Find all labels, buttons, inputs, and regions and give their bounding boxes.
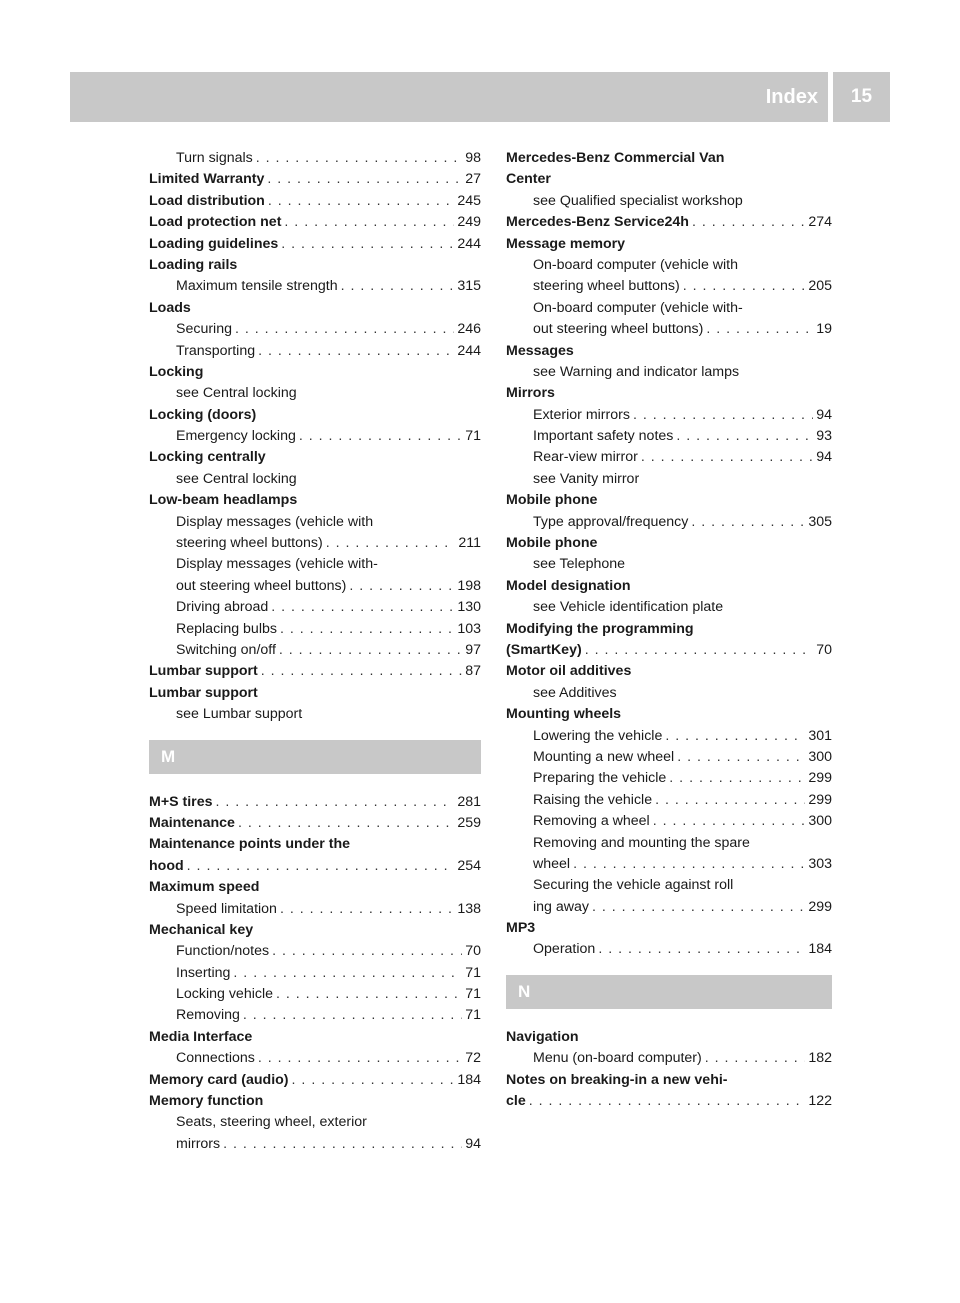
entry-text: Model designation	[506, 577, 631, 594]
entry-text: see Lumbar support	[176, 706, 303, 723]
index-subentry	[149, 148, 481, 169]
index-subentry	[149, 963, 481, 984]
page-number-box	[833, 72, 890, 122]
entry-text: Function/notes	[176, 943, 270, 960]
index-subentry	[506, 319, 832, 340]
entry-text: Mirrors	[506, 385, 555, 402]
index-subentry	[149, 512, 481, 533]
leader-dots	[653, 811, 806, 832]
entry-text: Connections	[176, 1050, 255, 1067]
page-reference: 70	[465, 943, 481, 960]
entry-text: (SmartKey)	[506, 641, 582, 658]
leader-dots	[573, 854, 805, 875]
index-entry	[149, 856, 481, 877]
entry-text: Loads	[149, 299, 191, 316]
index-subentry	[149, 899, 481, 920]
page-reference: 184	[457, 1071, 481, 1088]
page-reference: 198	[457, 577, 481, 594]
entry-text: Securing	[176, 321, 232, 338]
entry-text: Transporting	[176, 342, 256, 359]
leader-dots	[705, 1048, 806, 1069]
entry-text: ing away	[533, 898, 589, 915]
page-reference: 19	[816, 321, 832, 338]
page-reference: 94	[465, 1135, 481, 1152]
page-reference: 300	[808, 813, 832, 830]
page-reference: 94	[816, 406, 832, 423]
index-entry	[506, 619, 832, 640]
index-subentry	[149, 984, 481, 1005]
index-subentry	[506, 683, 832, 704]
page-reference: 299	[808, 791, 832, 808]
entry-text: Lowering the vehicle	[533, 727, 663, 744]
index-subentry	[149, 426, 481, 447]
leader-dots	[633, 405, 813, 426]
index-subentry	[506, 298, 832, 319]
entry-text: Load protection net	[149, 214, 282, 231]
leader-dots	[598, 939, 805, 960]
index-entry	[506, 1070, 832, 1091]
page-reference: 70	[816, 641, 832, 658]
entry-text: Center	[506, 171, 551, 188]
index-entry	[149, 813, 481, 834]
leader-dots	[243, 1005, 462, 1026]
index-entry	[149, 1070, 481, 1091]
entry-text: M+S tires	[149, 793, 213, 810]
entry-text: Removing a wheel	[533, 813, 650, 830]
index-entry	[506, 1027, 832, 1048]
index-subentry	[506, 939, 832, 960]
index-entry	[506, 148, 832, 169]
leader-dots	[258, 1048, 462, 1069]
entry-text: Message memory	[506, 235, 626, 252]
index-entry	[149, 212, 481, 233]
index-column-left	[149, 148, 481, 1155]
leader-dots	[299, 426, 462, 447]
index-entry	[149, 234, 481, 255]
index-column-right	[506, 148, 832, 1112]
index-subentry	[149, 941, 481, 962]
page-reference: 71	[465, 986, 481, 1003]
leader-dots	[341, 276, 455, 297]
page-reference: 93	[816, 428, 832, 445]
leader-dots	[665, 726, 805, 747]
entry-text: MP3	[506, 920, 536, 937]
entry-text: On-board computer (vehicle with	[533, 256, 739, 273]
index-entry	[149, 447, 481, 468]
leader-dots	[706, 319, 813, 340]
entry-text: Speed limitation	[176, 900, 277, 917]
page-reference: 303	[808, 855, 832, 872]
index-subentry	[506, 1048, 832, 1069]
index-subentry	[506, 426, 832, 447]
entry-text: Navigation	[506, 1028, 579, 1045]
index-subentry	[506, 469, 832, 490]
entry-text: steering wheel buttons)	[176, 535, 323, 552]
entry-text: see Telephone	[533, 556, 626, 573]
index-subentry	[149, 533, 481, 554]
entry-text: Inserting	[176, 964, 231, 981]
index-subentry	[149, 1112, 481, 1133]
entry-text: Seats, steering wheel, exterior	[176, 1114, 367, 1131]
entry-text: steering wheel buttons)	[533, 278, 680, 295]
entry-text: see Vehicle identification plate	[533, 599, 724, 616]
index-entry	[506, 704, 832, 725]
entry-text: Locking	[149, 363, 204, 380]
entry-text: cle	[506, 1093, 526, 1110]
leader-dots	[326, 533, 456, 554]
page-reference: 299	[808, 898, 832, 915]
entry-text: see Central locking	[176, 470, 297, 487]
index-subentry	[506, 875, 832, 896]
leader-dots	[256, 148, 462, 169]
page-reference: 245	[457, 192, 481, 209]
leader-dots	[233, 963, 462, 984]
index-entry	[506, 918, 832, 939]
page-reference: 244	[457, 235, 481, 252]
index-entry	[506, 169, 832, 190]
leader-dots	[683, 276, 806, 297]
page-reference: 249	[457, 214, 481, 231]
index-subentry	[506, 554, 832, 575]
index-subentry	[506, 854, 832, 875]
leader-dots	[272, 941, 462, 962]
leader-dots	[280, 619, 454, 640]
entry-text: Media Interface	[149, 1028, 253, 1045]
index-subentry	[506, 811, 832, 832]
index-subentry	[149, 597, 481, 618]
leader-dots	[215, 792, 454, 813]
leader-dots	[284, 212, 454, 233]
index-entry	[149, 661, 481, 682]
index-subentry	[506, 597, 832, 618]
entry-text: Lumbar support	[149, 684, 258, 701]
entry-text: Display messages (vehicle with-	[176, 556, 378, 573]
leader-dots	[279, 640, 462, 661]
entry-text: On-board computer (vehicle with-	[533, 299, 743, 316]
entry-text: Low-beam headlamps	[149, 492, 298, 509]
index-entry	[149, 405, 481, 426]
entry-text: Mobile phone	[506, 492, 598, 509]
index-entry	[506, 234, 832, 255]
entry-text: wheel	[533, 855, 571, 872]
entry-text: Loading guidelines	[149, 235, 279, 252]
index-entry	[506, 341, 832, 362]
page-reference: 71	[465, 1007, 481, 1024]
page-reference: 98	[465, 150, 481, 166]
index-subentry	[149, 1005, 481, 1026]
index-subentry	[506, 276, 832, 297]
entry-text: Driving abroad	[176, 599, 269, 616]
leader-dots	[268, 191, 454, 212]
index-entry	[149, 683, 481, 704]
index-subentry	[149, 276, 481, 297]
page-reference: 315	[457, 278, 481, 295]
index-entry	[506, 490, 832, 511]
page-reference: 301	[808, 727, 832, 744]
entry-text: Lumbar support	[149, 663, 258, 680]
entry-text: Modifying the programming	[506, 620, 694, 637]
entry-text: Locking vehicle	[176, 986, 274, 1003]
section-letter-heading: N	[506, 975, 832, 1009]
index-subentry	[149, 704, 481, 725]
index-subentry	[149, 469, 481, 490]
page-reference: 299	[808, 770, 832, 787]
entry-text: Mercedes-Benz Service24h	[506, 214, 689, 231]
index-subentry	[506, 747, 832, 768]
page-reference: 182	[808, 1050, 832, 1067]
index-entry	[149, 298, 481, 319]
page-reference: 184	[808, 941, 832, 958]
page-reference: 27	[465, 171, 481, 188]
index-entry	[506, 383, 832, 404]
index-subentry	[149, 341, 481, 362]
entry-text: Type approval/frequency	[533, 513, 689, 530]
page-reference: 244	[457, 342, 481, 359]
entry-text: Maintenance	[149, 814, 235, 831]
leader-dots	[267, 169, 462, 190]
leader-dots	[655, 790, 805, 811]
index-subentry	[506, 255, 832, 276]
page-reference: 205	[808, 278, 832, 295]
entry-text: Display messages (vehicle with	[176, 513, 374, 530]
leader-dots	[271, 597, 454, 618]
entry-text: Mounting a new wheel	[533, 748, 675, 765]
entry-text: Maintenance points under the	[149, 836, 351, 853]
leader-dots	[223, 1134, 462, 1155]
page-reference: 281	[457, 793, 481, 810]
entry-text: see Vanity mirror	[533, 470, 640, 487]
index-entry	[149, 362, 481, 383]
leader-dots	[585, 640, 814, 661]
index-subentry	[149, 1048, 481, 1069]
entry-text: Load distribution	[149, 192, 265, 209]
entry-text: Exterior mirrors	[533, 406, 630, 423]
index-entry	[149, 490, 481, 511]
leader-dots	[276, 984, 462, 1005]
entry-text: Emergency locking	[176, 428, 296, 445]
index-entry	[149, 1027, 481, 1048]
index-subentry	[149, 319, 481, 340]
entry-text: Preparing the vehicle	[533, 770, 667, 787]
entry-text: Locking centrally	[149, 449, 266, 466]
index-entry	[149, 920, 481, 941]
page-reference: 122	[808, 1093, 832, 1110]
entry-text: out steering wheel buttons)	[533, 321, 704, 338]
index-entry	[149, 834, 481, 855]
index-entry	[149, 255, 481, 276]
leader-dots	[641, 447, 813, 468]
section-letter-heading: M	[149, 740, 481, 774]
leader-dots	[280, 899, 454, 920]
leader-dots	[676, 426, 813, 447]
entry-text: Raising the vehicle	[533, 791, 653, 808]
index-entry	[506, 640, 832, 661]
section-title: Index	[765, 85, 818, 108]
leader-dots	[238, 813, 454, 834]
entry-text: Menu (on-board computer)	[533, 1050, 702, 1067]
entry-text: Removing and mounting the spare	[533, 834, 750, 851]
index-subentry	[506, 726, 832, 747]
leader-dots	[261, 661, 462, 682]
entry-text: Important safety notes	[533, 428, 674, 445]
page-reference: 138	[457, 900, 481, 917]
page-reference: 211	[458, 535, 481, 552]
index-entry	[149, 792, 481, 813]
leader-dots	[529, 1091, 806, 1112]
page-reference: 246	[457, 321, 481, 338]
index-entry	[506, 212, 832, 233]
entry-text: Maximum tensile strength	[176, 278, 338, 295]
entry-text: Memory function	[149, 1093, 264, 1110]
index-subentry	[506, 512, 832, 533]
entry-text: Memory card (audio)	[149, 1071, 289, 1088]
entry-text: Mechanical key	[149, 921, 254, 938]
leader-dots	[691, 512, 805, 533]
index-entry	[506, 1091, 832, 1112]
index-subentry	[506, 362, 832, 383]
index-subentry	[149, 619, 481, 640]
page-reference: 259	[457, 814, 481, 831]
page-number: 15	[850, 86, 873, 107]
leader-dots	[235, 319, 454, 340]
entry-text: Mounting wheels	[506, 706, 622, 723]
page-reference: 97	[465, 641, 481, 658]
entry-text: Turn signals	[176, 150, 253, 166]
leader-dots	[592, 897, 805, 918]
entry-text: Maximum speed	[149, 879, 260, 896]
index-subentry	[149, 576, 481, 597]
page-reference: 305	[808, 513, 832, 530]
index-entry	[149, 169, 481, 190]
index-subentry	[149, 1134, 481, 1155]
index-subentry	[149, 383, 481, 404]
entry-text: see Additives	[533, 684, 617, 701]
leader-dots	[187, 856, 455, 877]
index-entry	[506, 533, 832, 554]
leader-dots	[677, 747, 805, 768]
entry-text: Mobile phone	[506, 535, 598, 552]
index-subentry	[506, 405, 832, 426]
entry-text: see Warning and indicator lamps	[533, 363, 740, 380]
page-reference: 71	[465, 964, 481, 981]
index-subentry	[506, 191, 832, 212]
page-reference: 103	[457, 620, 481, 637]
page-reference: 254	[457, 857, 481, 874]
entry-text: mirrors	[176, 1135, 221, 1152]
entry-text: see Central locking	[176, 385, 297, 402]
entry-text: Rear-view mirror	[533, 449, 638, 466]
index-subentry	[149, 554, 481, 575]
leader-dots	[692, 212, 805, 233]
entry-text: Securing the vehicle against roll	[533, 877, 734, 894]
entry-text: out steering wheel buttons)	[176, 577, 347, 594]
index-entry	[506, 576, 832, 597]
entry-text: hood	[149, 857, 184, 874]
index-subentry	[506, 447, 832, 468]
entry-text: Switching on/off	[176, 641, 276, 658]
index-subentry	[506, 790, 832, 811]
entry-text: see Qualified specialist workshop	[533, 192, 743, 209]
index-subentry	[506, 768, 832, 789]
index-subentry	[506, 833, 832, 854]
entry-text: Notes on breaking-in a new vehi-	[506, 1071, 728, 1088]
index-subentry	[506, 897, 832, 918]
page-reference: 72	[465, 1050, 481, 1067]
leader-dots	[258, 341, 454, 362]
entry-text: Limited Warranty	[149, 171, 265, 188]
entry-text: Messages	[506, 342, 574, 359]
entry-text: Removing	[176, 1007, 240, 1024]
index-subentry	[149, 640, 481, 661]
entry-text: Operation	[533, 941, 596, 958]
leader-dots	[281, 234, 454, 255]
index-entry	[149, 191, 481, 212]
page-reference: 87	[465, 663, 481, 680]
entry-text: Replacing bulbs	[176, 620, 277, 637]
index-entry	[149, 877, 481, 898]
leader-dots	[669, 768, 805, 789]
entry-text: Loading rails	[149, 256, 238, 273]
page-reference: 274	[808, 214, 832, 231]
page-reference: 94	[816, 449, 832, 466]
leader-dots	[349, 576, 454, 597]
index-entry	[506, 661, 832, 682]
page-reference: 300	[808, 748, 832, 765]
leader-dots	[292, 1070, 455, 1091]
page-reference: 130	[457, 599, 481, 616]
index-entry	[149, 1091, 481, 1112]
entry-text: Motor oil additives	[506, 663, 632, 680]
page-reference: 71	[465, 428, 481, 445]
entry-text: Mercedes-Benz Commercial Van	[506, 150, 725, 166]
entry-text: Locking (doors)	[149, 406, 257, 423]
